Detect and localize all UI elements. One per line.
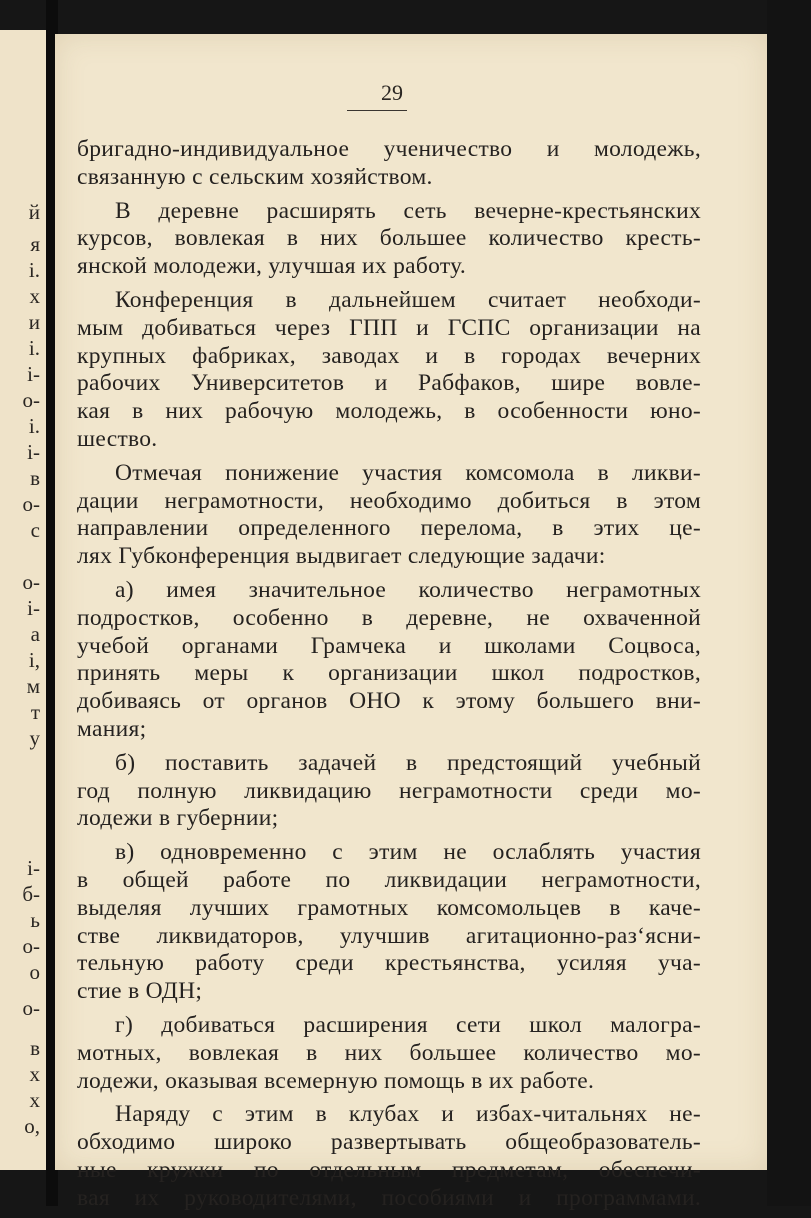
left-page-edge bbox=[0, 30, 46, 1170]
left-margin-fragment: о- bbox=[22, 388, 40, 412]
left-margin-fragment: о- bbox=[22, 934, 40, 958]
left-margin-fragment: я bbox=[30, 232, 40, 256]
left-margin-fragment: и bbox=[28, 310, 40, 334]
left-margin-fragment: і- bbox=[27, 596, 40, 620]
left-margin-fragment: у bbox=[29, 726, 40, 750]
left-margin-fragment: в bbox=[30, 1036, 40, 1060]
left-margin-fragment: і, bbox=[28, 648, 40, 672]
page-number-rule bbox=[347, 110, 407, 111]
text-line: Конференция в дальнейшем считает необходи- bbox=[115, 286, 701, 313]
text-line: лодежи, оказывая всемерную помощь в их работе. bbox=[77, 1067, 595, 1094]
left-margin-fragment: ь bbox=[30, 908, 40, 932]
paragraph bbox=[77, 1101, 701, 1212]
left-margin-fragment: і. bbox=[28, 336, 40, 360]
text-line: мания; bbox=[77, 715, 147, 742]
text-line: подростков, особенно в деревне, не охваченной bbox=[77, 604, 701, 631]
left-margin-fragment: х bbox=[29, 1062, 40, 1086]
left-margin-fragment: м bbox=[26, 674, 40, 698]
text-line: в) одновременно с этим не ослаблять участия bbox=[115, 839, 701, 866]
text-line: б) поставить задачей в предстоящий учебный bbox=[115, 749, 701, 776]
page-number: 29 bbox=[381, 80, 403, 105]
text-line: кая в них рабочую молодежь, в особенности юно- bbox=[77, 398, 701, 425]
text-line: стие в ОДН; bbox=[77, 978, 203, 1005]
background-edge bbox=[767, 0, 811, 1206]
left-margin-fragment: і- bbox=[27, 362, 40, 386]
text-line: год полную ликвидацию неграмотности среди мо- bbox=[77, 777, 701, 804]
text-line: ные кружки по отдельным предметам, обеспечи- bbox=[77, 1156, 701, 1183]
text-line: курсов, вовлекая в них большее количество кресть- bbox=[77, 225, 701, 252]
text-line: шество. bbox=[77, 425, 158, 452]
paragraph bbox=[77, 198, 701, 281]
left-margin-fragment: і. bbox=[28, 258, 40, 282]
text-line: рабочих Университетов и Рабфаков, шире вовле- bbox=[77, 370, 701, 397]
book-page bbox=[55, 34, 767, 1211]
paragraph bbox=[77, 136, 701, 192]
text-line: в общей работе по ликвидации неграмотности, bbox=[77, 866, 701, 893]
text-line: стве ликвидаторов, улучшив агитационно-раз‘ясни- bbox=[77, 922, 701, 949]
text-line: мым добиваться через ГПП и ГСПС организации на bbox=[77, 314, 701, 341]
page-body-text bbox=[77, 136, 701, 1218]
left-margin-fragment: а bbox=[30, 622, 40, 646]
text-line: Отмечая понижение участия комсомола в ликви- bbox=[115, 459, 701, 486]
left-margin-fragment: і- bbox=[27, 440, 40, 464]
text-line: крупных фабриках, заводах и в городах вечерних bbox=[77, 342, 701, 369]
left-margin-fragment: с bbox=[30, 518, 40, 542]
paragraph bbox=[77, 460, 701, 571]
paragraph bbox=[77, 1012, 701, 1095]
text-line: бригадно-индивидуальное ученичество и молодежь, bbox=[77, 136, 701, 162]
text-line: связанную с сельским хозяйством. bbox=[77, 163, 433, 190]
left-margin-fragment: о- bbox=[22, 492, 40, 516]
left-margin-fragment: о, bbox=[24, 1114, 40, 1138]
text-line: Наряду с этим в клубах и избах-читальнях не- bbox=[115, 1101, 701, 1128]
text-line: В деревне расширять сеть вечерне-крестьянских bbox=[115, 197, 701, 224]
text-line: обходимо широко развертывать общеобразователь- bbox=[77, 1129, 701, 1156]
text-line: вая их руководителями, пособиями и программами. bbox=[77, 1184, 701, 1211]
left-margin-fragment: й bbox=[28, 200, 40, 224]
left-margin-fragment: б- bbox=[22, 882, 40, 906]
paragraph bbox=[77, 839, 701, 1006]
text-line: дации неграмотности, необходимо добиться в этом bbox=[77, 487, 701, 514]
text-line: а) имея значительное количество неграмотных bbox=[115, 576, 701, 603]
text-line: лодежи в губернии; bbox=[77, 805, 279, 832]
left-margin-fragment: о- bbox=[22, 570, 40, 594]
left-margin-fragment: о bbox=[29, 960, 40, 984]
text-line: выделяя лучших грамотных комсомольцев в каче- bbox=[77, 894, 701, 921]
text-line: янской молодежи, улучшая их работу. bbox=[77, 253, 467, 280]
left-margin-fragment: х bbox=[29, 1088, 40, 1112]
text-line: принять меры к организации школ подростков, bbox=[77, 660, 701, 687]
text-line: тельную работу среди крестьянства, усиляя уча- bbox=[77, 950, 701, 977]
text-line: лях Губконференция выдвигает следующие задачи: bbox=[77, 543, 606, 570]
text-line: г) добиваться расширения сети школ малогра- bbox=[115, 1011, 701, 1038]
paragraph bbox=[77, 577, 701, 744]
text-line: учебой органами Грамчека и школами Соцвоса, bbox=[77, 632, 701, 659]
left-margin-fragment: т bbox=[30, 700, 40, 724]
left-margin-fragment: х bbox=[29, 284, 40, 308]
text-line: мотных, вовлекая в них большее количество мо- bbox=[77, 1039, 701, 1066]
left-margin-fragment: і- bbox=[27, 856, 40, 880]
paragraph bbox=[77, 750, 701, 833]
text-line: добиваясь от органов ОНО к этому большего вни- bbox=[77, 688, 701, 715]
paragraph bbox=[77, 287, 701, 454]
left-margin-fragment: і. bbox=[28, 414, 40, 438]
left-margin-fragment: о- bbox=[22, 996, 40, 1020]
left-margin-fragment: в bbox=[30, 466, 40, 490]
text-line: направлении определенного перелома, в этих це- bbox=[77, 515, 701, 542]
